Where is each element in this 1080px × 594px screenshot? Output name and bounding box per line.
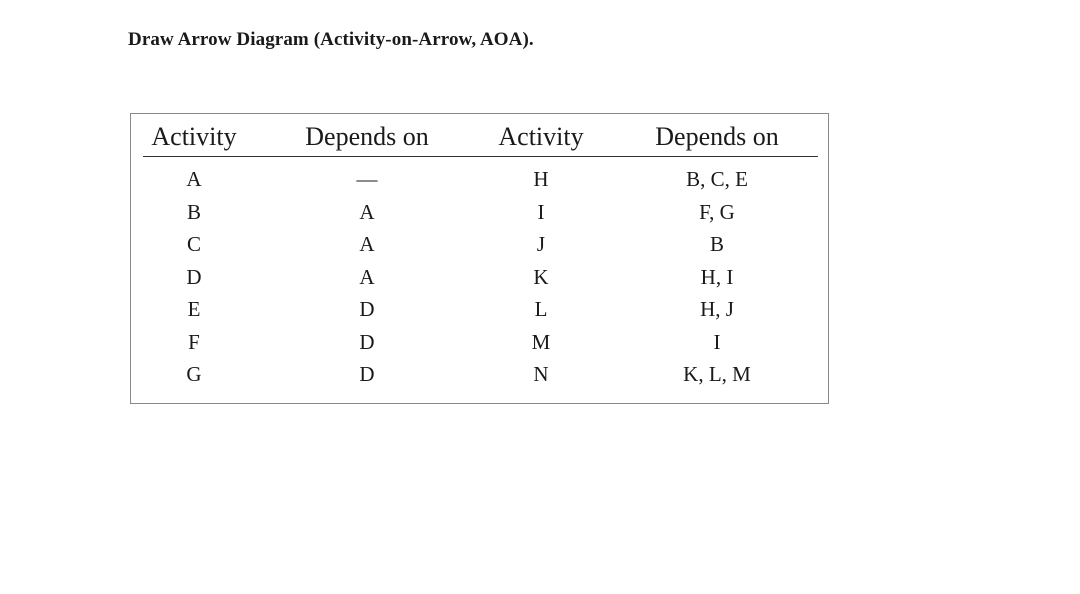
activity-cell: G — [186, 362, 202, 386]
depends-on-cell: D — [359, 362, 375, 386]
activity-cell: K — [533, 264, 549, 289]
table-row — [131, 295, 828, 328]
table-row — [131, 328, 828, 361]
table-row — [131, 360, 828, 393]
table-row — [131, 263, 828, 296]
table-row — [131, 230, 828, 263]
depends-on-cell: B, C, E — [686, 167, 748, 191]
table-row — [131, 165, 828, 198]
table-body — [131, 165, 828, 393]
table-row — [131, 198, 828, 231]
activity-cell: A — [186, 167, 202, 191]
activity-cell: C — [186, 232, 202, 256]
header-activity-1: Activity — [151, 122, 237, 151]
depends-on-cell: H, J — [700, 297, 734, 321]
depends-on-cell: A — [359, 264, 375, 289]
header-depends-on-2: Depends on — [655, 122, 779, 151]
activity-cell: I — [537, 199, 545, 224]
depends-on-cell: A — [359, 199, 375, 224]
activity-cell: E — [187, 297, 201, 321]
depends-on-cell: A — [359, 232, 375, 256]
activity-cell: B — [186, 199, 202, 224]
activity-cell: J — [536, 232, 546, 256]
depends-on-cell: I — [713, 329, 721, 354]
activity-cell: M — [531, 329, 551, 354]
activity-cell: F — [188, 329, 200, 354]
depends-on-cell: K, L, M — [683, 362, 751, 386]
depends-on-cell: F, G — [699, 199, 735, 224]
depends-on-cell: D — [359, 329, 375, 354]
activity-cell: H — [533, 167, 549, 191]
dependency-table — [130, 113, 829, 404]
activity-cell: D — [186, 264, 202, 289]
header-depends-on-1: Depends on — [305, 122, 429, 151]
activity-cell: L — [534, 297, 548, 321]
header-activity-2: Activity — [498, 122, 584, 151]
depends-on-cell: D — [359, 297, 375, 321]
header-divider — [143, 156, 818, 157]
depends-on-cell: H, I — [700, 264, 734, 289]
page-title: Draw Arrow Diagram (Activity-on-Arrow, AOA). — [128, 29, 534, 50]
depends-on-cell: B — [709, 232, 725, 256]
table-header-row — [143, 120, 818, 156]
activity-cell: N — [533, 362, 549, 386]
depends-on-cell: — — [356, 167, 378, 191]
